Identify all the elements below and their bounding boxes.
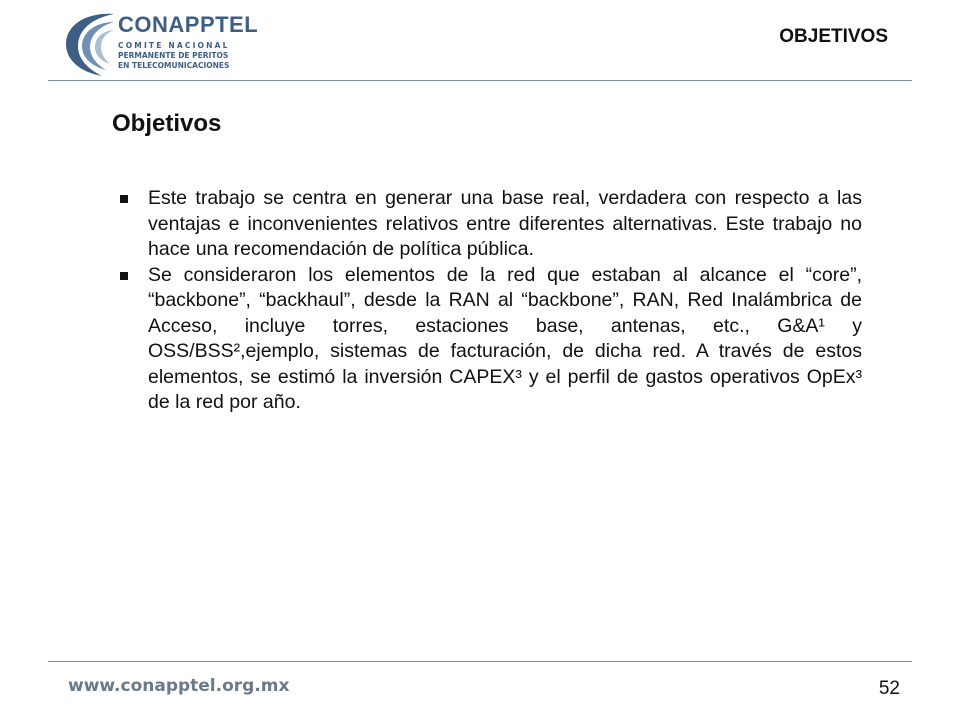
logo-line-1: COMITE NACIONAL — [118, 41, 230, 50]
logo-line-3: EN TELECOMUNICACIONES — [118, 61, 230, 70]
square-bullet-icon — [120, 195, 128, 203]
bullet-list — [110, 186, 862, 416]
square-bullet-icon — [120, 272, 128, 280]
list-item — [110, 263, 862, 416]
logo-name: CONAPPTEL — [118, 12, 259, 37]
footer-divider — [48, 661, 912, 662]
footer-url: www.conapptel.org.mx — [68, 676, 290, 696]
logo-line-2: PERMANENTE DE PERITOS — [118, 51, 229, 60]
logo-swirl-icon — [58, 6, 118, 78]
conapptel-logo — [58, 6, 259, 78]
page-number: 52 — [878, 678, 900, 699]
section-title: OBJETIVOS — [779, 26, 888, 47]
page-title: Objetivos — [112, 110, 222, 137]
bullet-text: Este trabajo se centra en generar una base real, verdadera con respecto a las ventajas e inconvenientes relativos entre diferentes alternativas. Este trabajo no hace una recomendación de política pública. — [148, 187, 862, 260]
bullet-text: Se consideraron los elementos de la red que estaban al alcance el “core”, “backbone”, “backhaul”, desde la RAN al “backbone”, RAN, Red Inalámbrica de Acceso, incluye torres, estaciones base, antenas, etc., G&A¹ y OSS/BSS²,ejemplo, sistemas de facturación, de dicha red. A través de estos elementos, se estimó la inversión CAPEX³ y el perfil de gastos operativos OpEx³ de la red por año. — [148, 263, 862, 413]
header-divider — [48, 80, 912, 81]
list-item — [110, 186, 862, 263]
